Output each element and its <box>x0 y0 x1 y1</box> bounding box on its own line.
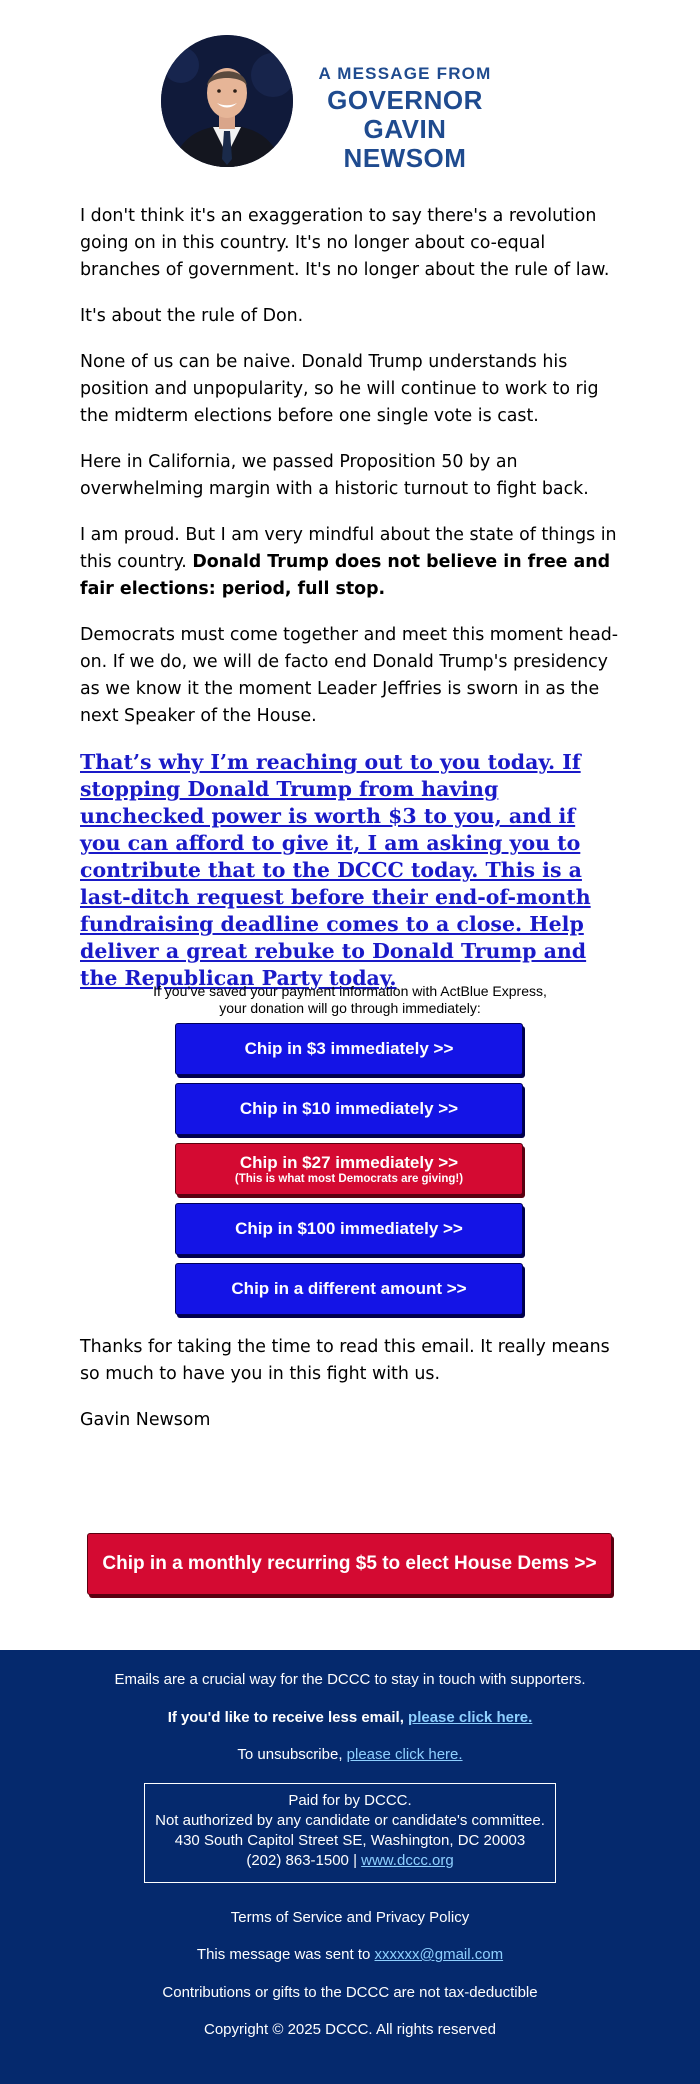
chip-in-27-button[interactable] <box>175 1143 523 1195</box>
button-label: Chip in $27 immediately >> <box>239 1152 459 1172</box>
email-closing <box>80 1334 620 1453</box>
body-text: I am proud. But I am very mindful about the state of things in this country. <box>80 525 617 572</box>
copyright: Copyright © 2025 DCCC. All rights reserved <box>203 2021 496 2038</box>
body-paragraph: It's about the rule of Don. <box>80 306 304 326</box>
footer-sent-to <box>0 1945 700 1965</box>
paid-by: Paid for by DCCC. <box>288 1792 412 1809</box>
closing-paragraph: Thanks for taking the time to read this email. It really means so much to have you in this fight with us. <box>80 1337 610 1384</box>
button-label: Chip in $100 immediately >> <box>235 1219 463 1238</box>
body-paragraph: None of us can be naive. Donald Trump understands his position and unpopularity, so he will continue to work to rig the midterm elections before one single vote is cast. <box>80 352 599 426</box>
unsubscribe-link[interactable]: please click here. <box>346 1746 463 1763</box>
governor-portrait-illustration <box>161 35 293 167</box>
chip-in-other-amount-button[interactable] <box>175 1263 523 1315</box>
actblue-note-line2: your donation will go through immediately: <box>219 1000 481 1016</box>
signature: Gavin Newsom <box>80 1410 211 1430</box>
footer-less-email-text: If you'd like to receive less email, <box>167 1709 409 1726</box>
button-label: Chip in a monthly recurring $5 to elect House Dems >> <box>102 1553 597 1574</box>
governor-photo <box>161 35 293 167</box>
recipient-email-link[interactable]: xxxxxx@gmail.com <box>374 1946 504 1963</box>
actblue-note <box>80 983 620 1017</box>
tax-disclaimer: Contributions or gifts to the DCCC are not tax-deductible <box>162 1984 538 2001</box>
body-paragraph <box>80 522 620 603</box>
email-footer <box>0 1650 700 2084</box>
monthly-recurring-button[interactable] <box>87 1533 612 1595</box>
chip-in-3-button[interactable] <box>175 1023 523 1075</box>
footer-less-email <box>0 1708 700 1728</box>
button-sublabel: (This is what most Democrats are giving!) <box>234 1172 464 1185</box>
sent-to-text: This message was sent to <box>196 1946 375 1963</box>
actblue-note-line1: If you’ve saved your payment information with ActBlue Express, <box>153 983 547 999</box>
button-label: Chip in $3 immediately >> <box>244 1039 454 1058</box>
website-link[interactable]: www.dccc.org <box>361 1852 454 1869</box>
body-paragraph: I don't think it's an exaggeration to say there's a revolution going on in this country. It's no longer about co-equal branches of government. It's no longer about the rule of law. <box>80 206 610 280</box>
header-title-line1: GOVERNOR <box>327 85 483 115</box>
address: 430 South Capitol Street SE, Washington, DC 20003 <box>174 1832 526 1849</box>
email-body <box>80 203 620 1013</box>
paid-for-box <box>144 1783 556 1883</box>
footer-unsubscribe-text: To unsubscribe, <box>237 1746 347 1763</box>
footer-intro: Emails are a crucial way for the DCCC to stay in touch with supporters. <box>114 1671 586 1688</box>
less-email-link[interactable]: please click here. <box>408 1709 533 1726</box>
chip-in-10-button[interactable] <box>175 1083 523 1135</box>
body-bold-text: Donald Trump does not believe in free and fair elections: period, full stop. <box>80 552 611 599</box>
button-label: Chip in a different amount >> <box>231 1279 467 1298</box>
terms-link[interactable]: Terms of Service and Privacy Policy <box>230 1909 470 1926</box>
body-paragraph: Democrats must come together and meet this moment head-on. If we do, we will de facto end Donald Trump's presidency as we know it the moment Leader Jeffries is sworn in as the next Speaker of the House. <box>80 625 619 726</box>
appeal-paragraph <box>80 749 620 992</box>
header-title <box>300 62 510 173</box>
chip-in-100-button[interactable] <box>175 1203 523 1255</box>
phone: (202) 863-1500 | <box>246 1852 362 1869</box>
phone-website <box>145 1851 555 1871</box>
header-title-line2: GAVIN NEWSOM <box>343 114 467 173</box>
footer-unsubscribe <box>0 1745 700 1765</box>
not-authorized: Not authorized by any candidate or candidate's committee. <box>155 1812 545 1829</box>
header-subtitle: A MESSAGE FROM <box>318 64 492 83</box>
appeal-link[interactable]: That’s why I’m reaching out to you today. If stopping Donald Trump from having unchecked power is worth $3 to you, and if you can afford to give it, I am asking you to contribute that to the DCCC today. This is a last-ditch request before their end-of-month fundraising deadline comes to a close. Help deliver a great rebuke to Donald Trump and the Republican Party today. <box>80 750 591 990</box>
email-header <box>0 0 700 190</box>
body-paragraph: Here in California, we passed Proposition 50 by an overwhelming margin with a historic turnout to fight back. <box>80 452 589 499</box>
button-label: Chip in $10 immediately >> <box>239 1099 459 1118</box>
